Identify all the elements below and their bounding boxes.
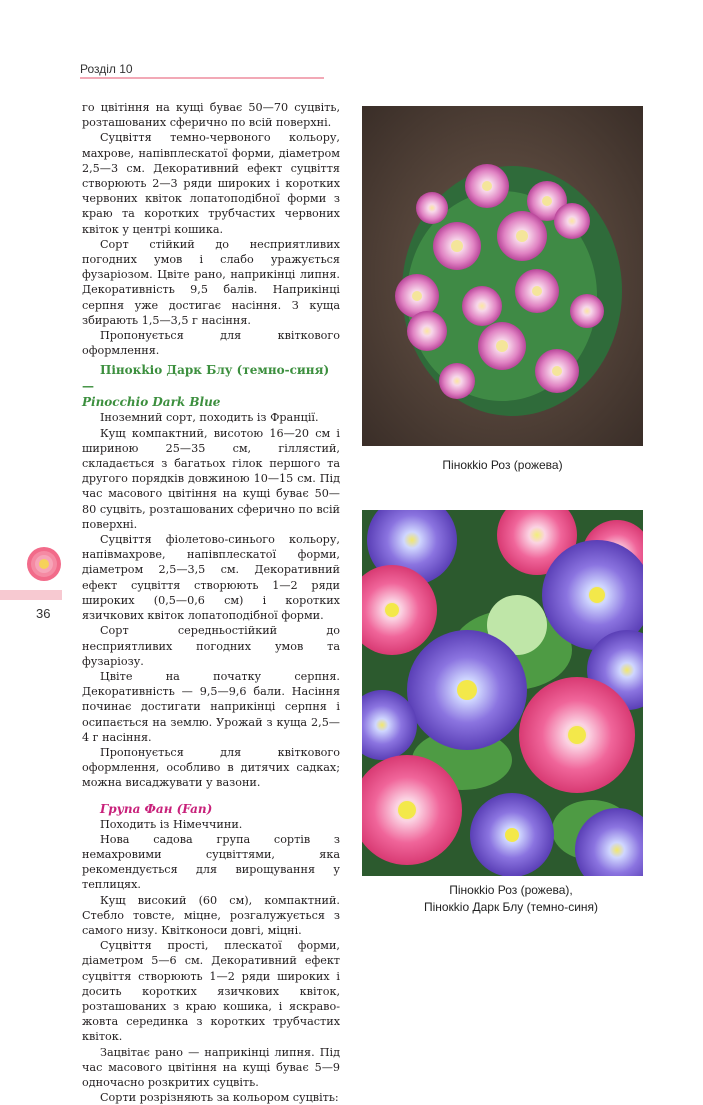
paragraph: Суцвіття темно-червоного кольору, махрове, напівплескатої форми, діаметром 2,5—3 см. Декоративний ефект суцвіття створюють 2—3 ряди широких і коротких червоних квіток лопатоподібної форми з краю та коротких трубчастих червоних квіток у центрі кошика.: [82, 131, 340, 236]
header-rule: [80, 77, 324, 79]
paragraph: Суцвіття фіолетово-синього кольору, напівмахрове, напівплескатої форми, діаметром 2,5—3,5 см. Декоративний ефект суцвіття створюють 1—2 ряди широких (0,5—0,6 см) і коротких язичкових квіток лопатоподібної форми.: [82, 533, 340, 623]
photo-pinocchio-rose: [362, 106, 643, 446]
variety-heading-dark-blue: Пінокkіо Дарк Блу (темно-синя) — Pinocchio Dark Blue: [82, 363, 330, 410]
paragraph: Сорти розрізняють за кольором суцвіть:: [100, 1091, 339, 1105]
page-side-strip: [0, 590, 62, 600]
main-text-column: [82, 100, 340, 1105]
flower-icon: [24, 544, 64, 584]
paragraph: Кущ компактний, висотою 16—20 см і шириною 25—35 см, гіллястий, складається з багатьох гілок першого та другого порядків довжиною 10—15 см. Під час масового цвітіння на кущі буває 50—80 суцвіть, розташованих сферично по всій поверхні.: [82, 426, 340, 531]
paragraph: Пропонується для квіткового оформлення.: [82, 329, 340, 358]
paragraph: Цвіте на початку серпня. Декоративність — 9,5—9,6 бали. Насіння починає достигати наприкінці серпня і осипається на землю. Урожай з куща 2,5—4 г насіння.: [82, 669, 340, 744]
caption-line: Пінокkіо Дарк Блу (темно-синя): [423, 900, 599, 914]
group-heading-fan: Група Фан (Fan): [100, 801, 213, 816]
caption-line: Пінокkіо Роз (рожева),: [449, 883, 573, 897]
paragraph: Нова садова група сортів з немахровими суцвіттями, яка рекомендується для вирощування у теплицях.: [82, 832, 340, 892]
page-number: 36: [36, 606, 51, 621]
photo-caption-2: [380, 882, 642, 916]
photo-pinocchio-rose-dark-blue: [362, 510, 643, 876]
paragraph: Суцвіття прості, плескатої форми, діаметром 5—6 см. Декоративний ефект суцвіття створюють 1—2 ряди широких і досить коротких язичкових квіток, розташованих з краю кошика, і яскраво-жовта серединка з коротких трубчастих квіток.: [82, 939, 340, 1044]
paragraph: Походить із Німеччини.: [100, 817, 243, 831]
paragraph: Кущ високий (60 см), компактний. Стебло товсте, міцне, розгалужується з самого низу. Квітконоси довгі, міцні.: [82, 893, 340, 937]
paragraph: Зацвітає рано — наприкінці липня. Під час масового цвітіння на кущі буває 5—9 одночасно розкритих суцвіть.: [82, 1045, 340, 1089]
paragraph: Сорт стійкий до несприятливих погодних умов і слабо уражується фузаріозом. Цвіте рано, наприкінці липня. Декоративність 9,5 балів. Наприкінці серпня уже достигає насіння. З куща збирають 1,5—3,5 г насіння.: [82, 237, 340, 327]
paragraph: го цвітіння на кущі буває 50—70 суцвіть, розташованих сферично по всій поверхні.: [82, 101, 340, 130]
photo-caption-1: Пінокkіо Роз (рожева): [442, 458, 563, 472]
paragraph: Іноземний сорт, походить із Франції.: [100, 411, 319, 425]
section-header: Розділ 10: [80, 62, 133, 76]
paragraph: Сорт середньостійкий до несприятливих погодних умов та фузаріозу.: [82, 624, 340, 668]
paragraph: Пропонується для квіткового оформлення, особливо в дитячих садках; можна висаджувати у вазони.: [82, 745, 340, 790]
